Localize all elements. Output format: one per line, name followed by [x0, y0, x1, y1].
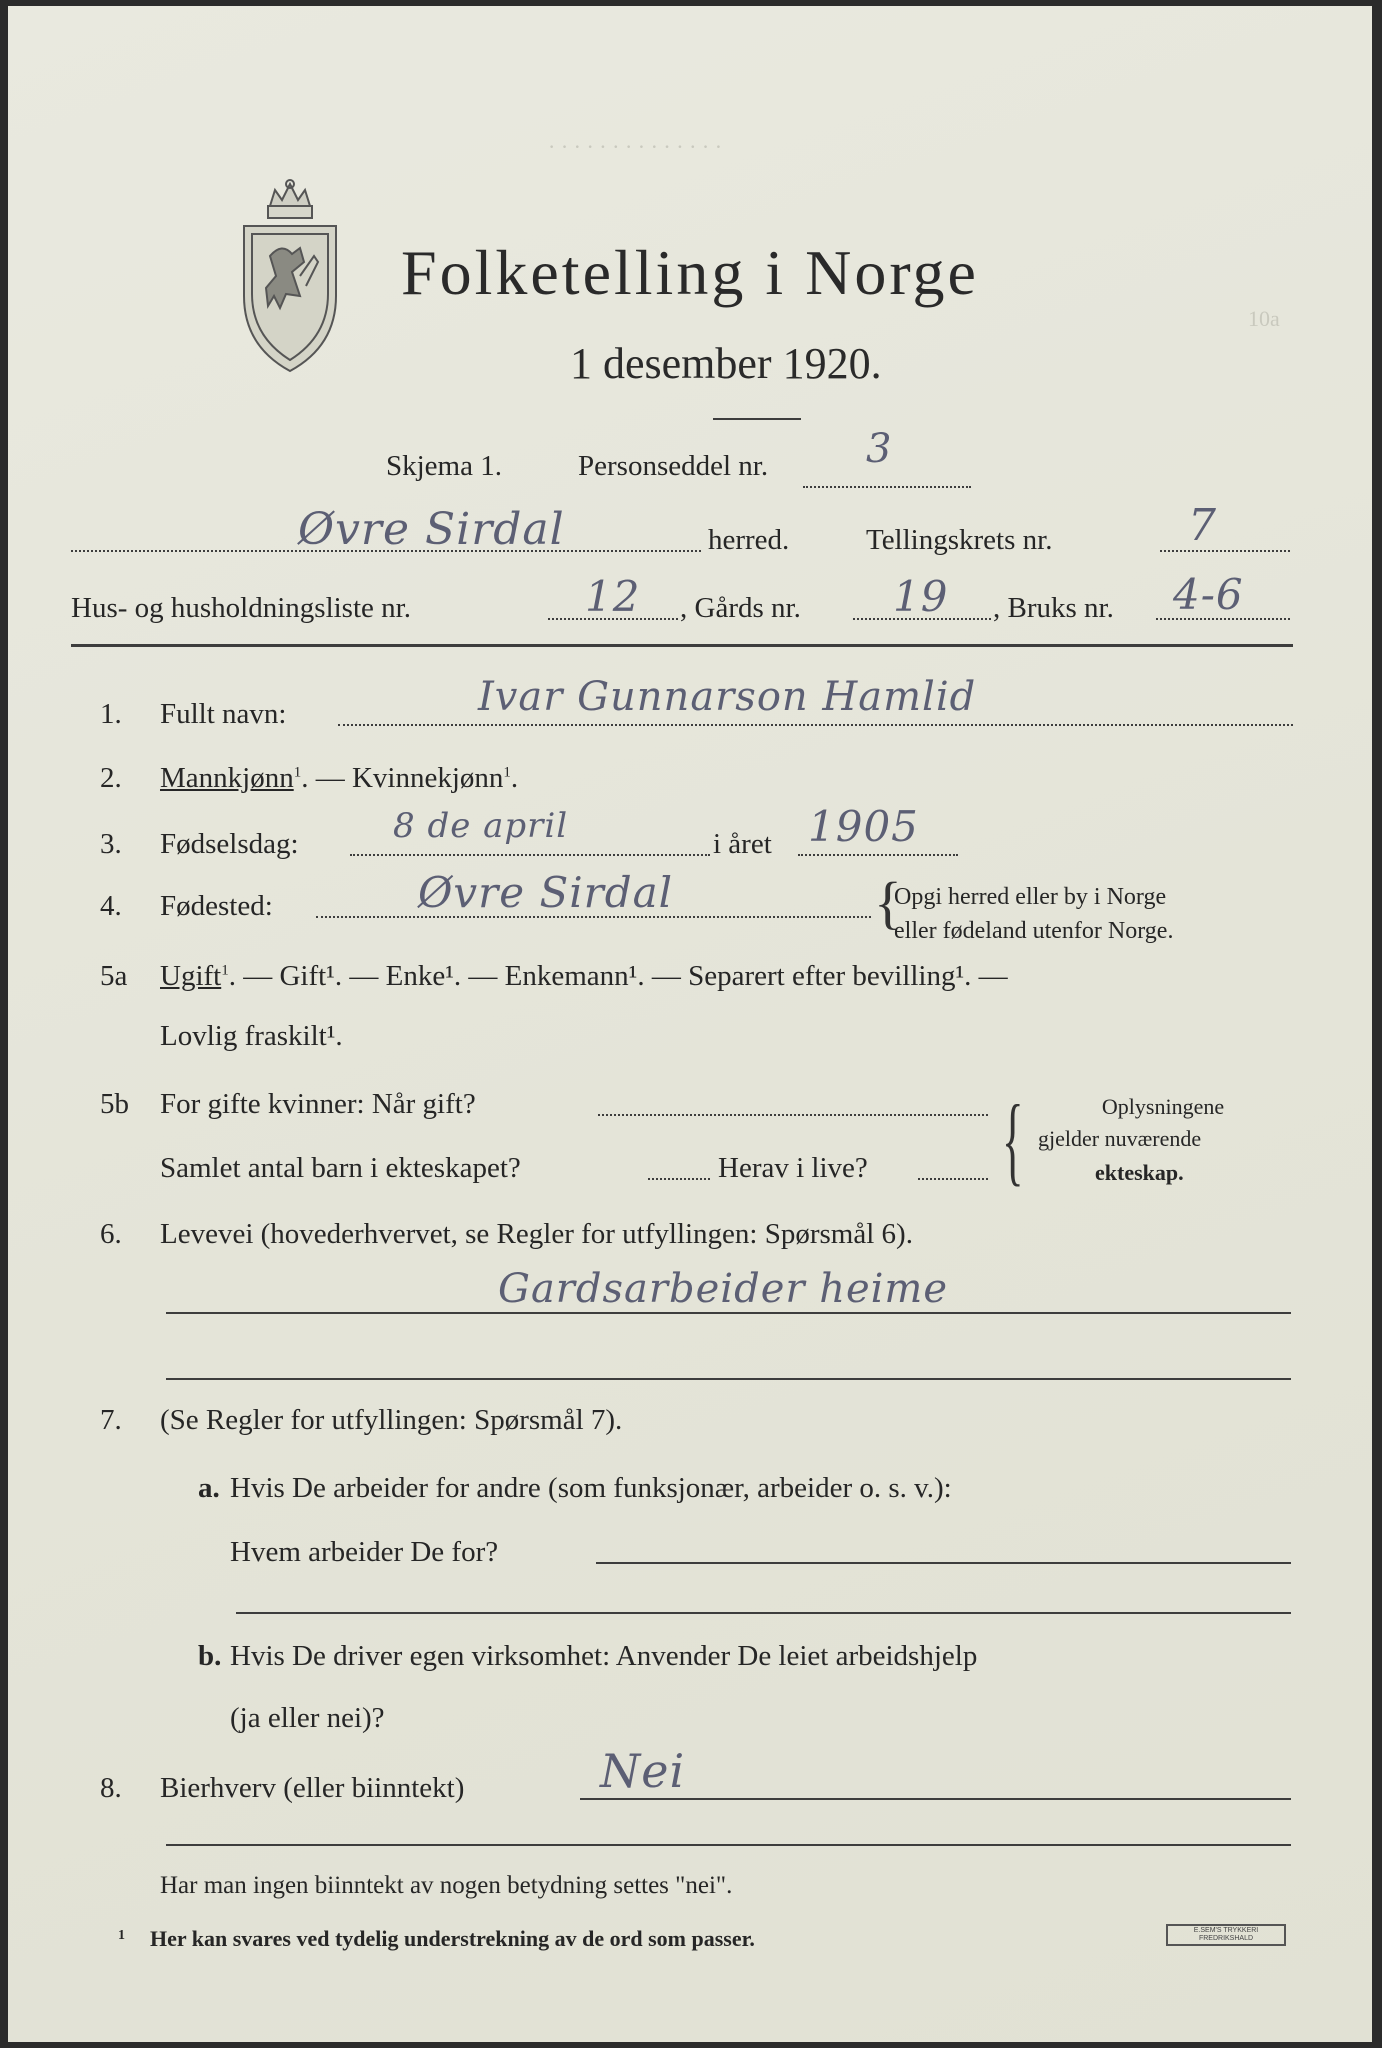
q8-line[interactable]	[580, 1798, 1291, 1800]
q3-number: 3.	[100, 828, 122, 860]
bruks-value[interactable]: 4-6	[1173, 570, 1244, 619]
census-date: 1 desember 1920.	[570, 339, 882, 388]
birth-year-value[interactable]: 1905	[808, 802, 919, 851]
q7a-line1[interactable]	[596, 1562, 1291, 1564]
q3-label: Fødselsdag:	[160, 828, 299, 860]
bruks-label: , Bruks nr.	[993, 592, 1114, 624]
q7a-label1: Hvis De arbeider for andre (som funksjonær, arbeider o. s. v.):	[230, 1472, 952, 1504]
tellingskrets-value[interactable]: 7	[1188, 500, 1217, 551]
q4-number: 4.	[100, 890, 122, 922]
q6-line1	[166, 1312, 1291, 1314]
q5b-when-married-line[interactable]	[598, 1114, 988, 1116]
q5b-children-label: Samlet antal barn i ekteskapet?	[160, 1152, 521, 1184]
herred-label: herred.	[708, 524, 790, 556]
q7b-label1: Hvis De driver egen virksomhet: Anvender De leiet arbeidshjelp	[230, 1640, 978, 1672]
printer-stamp: E.SEM'S TRYKKERI FREDRIKSHALD	[1166, 1924, 1286, 1946]
show-through-text: · · · · · · · · · · · · · ·	[548, 134, 723, 159]
q6-line2	[166, 1378, 1291, 1380]
q4-note-line2: eller fødeland utenfor Norge.	[894, 918, 1174, 944]
census-form-sheet	[8, 6, 1372, 2042]
gards-label: , Gårds nr.	[680, 592, 801, 624]
form-title: Folketelling i Norge	[401, 237, 979, 308]
q5b-alive-label: Herav i live?	[718, 1152, 868, 1184]
title-divider	[713, 418, 801, 420]
side-income-value[interactable]: Nei	[600, 1744, 686, 1798]
q5b-note-line3: ekteskap.	[1095, 1160, 1184, 1185]
q7a-letter: a.	[198, 1472, 220, 1504]
q4-note-line1: Opgi herred eller by i Norge	[894, 884, 1167, 910]
q5a-status-options: Ugift$^1$. — Gift¹. — Enke¹. — Enkemann¹. — Separert efter bevilling¹. —	[160, 960, 1008, 992]
q7-label: (Se Regler for utfyllingen: Spørsmål 7).	[160, 1404, 623, 1436]
q3-date-line	[350, 854, 710, 856]
q1-number: 1.	[100, 698, 122, 730]
q5b-alive-line[interactable]	[918, 1178, 988, 1180]
tellingskrets-label: Tellingskrets nr.	[866, 524, 1053, 556]
status-ugift-option[interactable]: Ugift	[160, 960, 222, 992]
q7b-label2: (ja eller nei)?	[230, 1702, 385, 1734]
q1-line	[338, 724, 1293, 726]
birthplace-value[interactable]: Øvre Sirdal	[418, 868, 674, 917]
q7-number: 7.	[100, 1404, 122, 1436]
section-rule	[71, 644, 1293, 647]
q5b-when-married-label: For gifte kvinner: Når gift?	[160, 1088, 476, 1120]
q4-label: Fødested:	[160, 890, 273, 922]
q3-year-line	[798, 854, 958, 856]
q5b-note-line2: gjelder nuværende	[1038, 1126, 1202, 1151]
show-through-text: 10a	[1248, 306, 1280, 331]
q4-brace: {	[874, 870, 902, 935]
q5a-number: 5a	[100, 960, 128, 992]
herred-value[interactable]: Øvre Sirdal	[298, 504, 565, 555]
q5b-note-line1: Oplysningene	[1101, 1094, 1225, 1119]
q5b-children-line[interactable]	[648, 1178, 710, 1180]
footnote-mark: 1	[118, 1928, 125, 1943]
footnote-text: Her kan svares ved tydelig understrekning av de ord som passer.	[150, 1926, 755, 1951]
q5b-number: 5b	[100, 1088, 129, 1120]
q2-number: 2.	[100, 762, 122, 794]
q5b-brace: {	[1002, 1084, 1024, 1195]
personseddel-line	[803, 486, 971, 488]
husholdning-value[interactable]: 12	[585, 572, 641, 621]
gards-value[interactable]: 19	[893, 572, 949, 621]
q7b-letter: b.	[198, 1640, 222, 1672]
coat-of-arms-icon	[230, 176, 350, 381]
q7a-label2: Hvem arbeider De for?	[230, 1536, 499, 1568]
gender-male-option[interactable]: Mannkjønn	[160, 762, 294, 794]
q7a-line2[interactable]	[236, 1612, 1291, 1614]
husholdning-label: Hus- og husholdningsliste nr.	[71, 592, 411, 624]
schema-label: Skjema 1.	[386, 450, 502, 482]
q6-label: Levevei (hovederhvervet, se Regler for utfyllingen: Spørsmål 6).	[160, 1218, 913, 1250]
q8-number: 8.	[100, 1772, 122, 1804]
q8-line2	[166, 1844, 1291, 1846]
birth-date-value[interactable]: 8 de april	[393, 806, 569, 846]
full-name-value[interactable]: Ivar Gunnarson Hamlid	[478, 674, 977, 720]
q3-year-label: i året	[713, 828, 772, 860]
tellingskrets-line	[1160, 550, 1290, 552]
personseddel-value[interactable]: 3	[866, 426, 893, 472]
personseddel-label: Personseddel nr.	[578, 450, 769, 482]
q2-gender-options: Mannkjønn$^1$. — Kvinnekjønn$^1$.	[160, 762, 519, 794]
gender-female-option[interactable]: Kvinnekjønn	[351, 762, 504, 794]
occupation-value[interactable]: Gardsarbeider heime	[498, 1266, 949, 1312]
footer-note: Har man ingen biinntekt av nogen betydning settes "nei".	[160, 1872, 733, 1899]
q1-label: Fullt navn:	[160, 698, 287, 730]
q5a-line2[interactable]: Lovlig fraskilt¹.	[160, 1020, 343, 1052]
q8-label: Bierhverv (eller biinntekt)	[160, 1772, 465, 1804]
q6-number: 6.	[100, 1218, 122, 1250]
